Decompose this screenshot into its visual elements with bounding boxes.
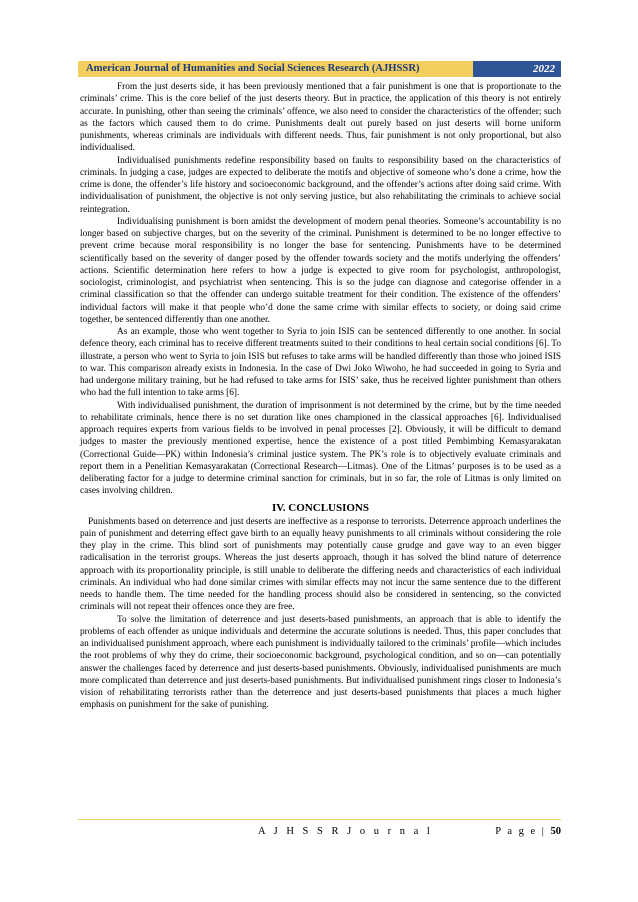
body-paragraph: Individualised punishments redefine responsibility based on faults to responsibility based on the characteristics of criminals. In judging a case, judges are expected to deliberate the motifs and objective of someone who’s done a crime, how the crime is done, the offender’s life history and socioeconomic background, and the offender’s actions after doing said crime. With individualisation of punishment, the objective is not only serving justice, but also rehabilitating the criminals to achieve social reintegration. <box>80 155 561 215</box>
page-number: 50 <box>550 826 561 837</box>
journal-year: 2022 <box>473 61 561 77</box>
footer-page <box>495 826 561 837</box>
body-paragraph: Individualising punishment is born amidst the development of modern penal theories. Someone’s accountability is no longer based on subjective charges, but on the severity of the criminal. Punishment is determined to be no longer effective to prevent crime because moral responsibility is no longer the base for sentencing. Punishments have to be determined scientifically based on the severity of danger posed by the offender towards society and the motifs underlying the offenders’ actions. Scientific determination here refers to how a judge is expected to give room for psychologist, anthropologist, sociologist, criminologist, and psychiatrist when sentencing. This is so the judge can diagnose and categorise offender in a criminal classification so that the offender can undergo suitable treatment for their condition. The existence of the offenders’ individual factors will make it that people who’d done the same crime with similar effects to society, or doing said crime together, be sentenced differently than one another. <box>80 216 561 325</box>
journal-header <box>78 61 561 77</box>
conclusion-paragraph: To solve the limitation of deterrence and just deserts-based punishments, an approach that is able to identify the problems of each offender as unique individuals and determine the accurate solutions is needed. Thus, this paper concludes that an individualised punishment approach, where each punishment is individually tailored to the criminals’ profile—which includes the root problems of why they do crime, their socioeconomic background, psychological condition, and so on—can potentially answer the challenges faced by deterrence and just deserts-based punishments. Obviously, individualised punishments are much more complicated than deterrence and just deserts-based punishments. But individualised punishment rings closer to Indonesia’s vision of rehabilitating terrorists rather than the deterrence and just deserts-based punishments that places a much higher emphasis on punishment for the sake of punishing. <box>80 614 561 711</box>
section-heading: IV. CONCLUSIONS <box>272 501 369 514</box>
footer-divider <box>78 819 561 820</box>
footer-journal: A J H S S R J o u r n a l <box>258 826 433 837</box>
body-paragraph: With individualised punishment, the duration of imprisonment is not determined by the crime, but by the time needed to rehabilitate criminals, hence there is no set duration like ones championed in the classical approaches [6]. Individualised approach requires experts from various fields to be involved in penal processes [2]. Obviously, it will be difficult to demand judges to master the previously mentioned expertise, hence the existence of a post titled Pembimbing Kemasyarakatan (Correctional Guide—PK) within Indonesia’s criminal justice system. The PK’s role is to objectively evaluate criminals and report them in a Penelitian Kemasyarakatan (Correctional Research—Litmas). One of the Litmas’ purposes is to be used as a deliberating factor for a judge to determine criminal sanction for criminals, but in so far, the role of Litmas is only limited on cases involving children. <box>80 400 561 497</box>
article-body <box>80 81 561 712</box>
journal-title: American Journal of Humanities and Social Sciences Research (AJHSSR) <box>78 61 473 77</box>
body-paragraph: From the just deserts side, it has been previously mentioned that a fair punishment is one that is proportionate to the criminals’ crime. This is the core belief of the just deserts theory. But in practice, the application of this theory is not entirely accurate. In punishing, other than seeing the criminals’ offence, we also need to consider the characteristics of the offender; such as the factors which caused them to do crime. Punishments dealt out purely based on just deserts will borne uniform punishments, whereas criminals are individuals with different needs. Thus, fair punishment is not only proportional, but also individualised. <box>80 82 561 154</box>
conclusion-paragraph: Punishments based on deterrence and just deserts are ineffective as a response to terrorists. Deterrence approach underlines the pain of punishment and deterring effect gave birth to an equally heavy punishments to all criminals without considering the role they play in the crime. This blind sort of punishments may potentially cause grudge and gave way to an even bigger radicalisation in the terrorist groups. Whereas the just deserts approach, though it has solved the blind nature of deterrence approach with its proportionality principle, is still unable to deliberate the differing needs and characteristics of each individual criminals. An individual who had done similar crimes with similar effects may not incur the same sentence due to the different needs to handle them. The time needed for the handling process should also be considered in sentencing, so the convicted criminals will not repeat their offences once they are free. <box>80 516 561 613</box>
page-label: P a g e | <box>495 826 546 837</box>
body-paragraph: As an example, those who went together to Syria to join ISIS can be sentenced differently to one another. In social defence theory, each criminal has to receive different treatments suited to their conditions to heal certain social conditions [6]. To illustrate, a person who went to Syria to join ISIS but refuses to take arms will be handled differently than those who joined ISIS to war. This comparison already exists in Indonesia. In the case of Dwi Joko Wiwoho, he had succeeded in going to Syria and had undergone military training, but he had refused to take arms for ISIS’ sake, thus he received lighter punishment than others who had the full intention to take arms [6]. <box>80 327 561 399</box>
